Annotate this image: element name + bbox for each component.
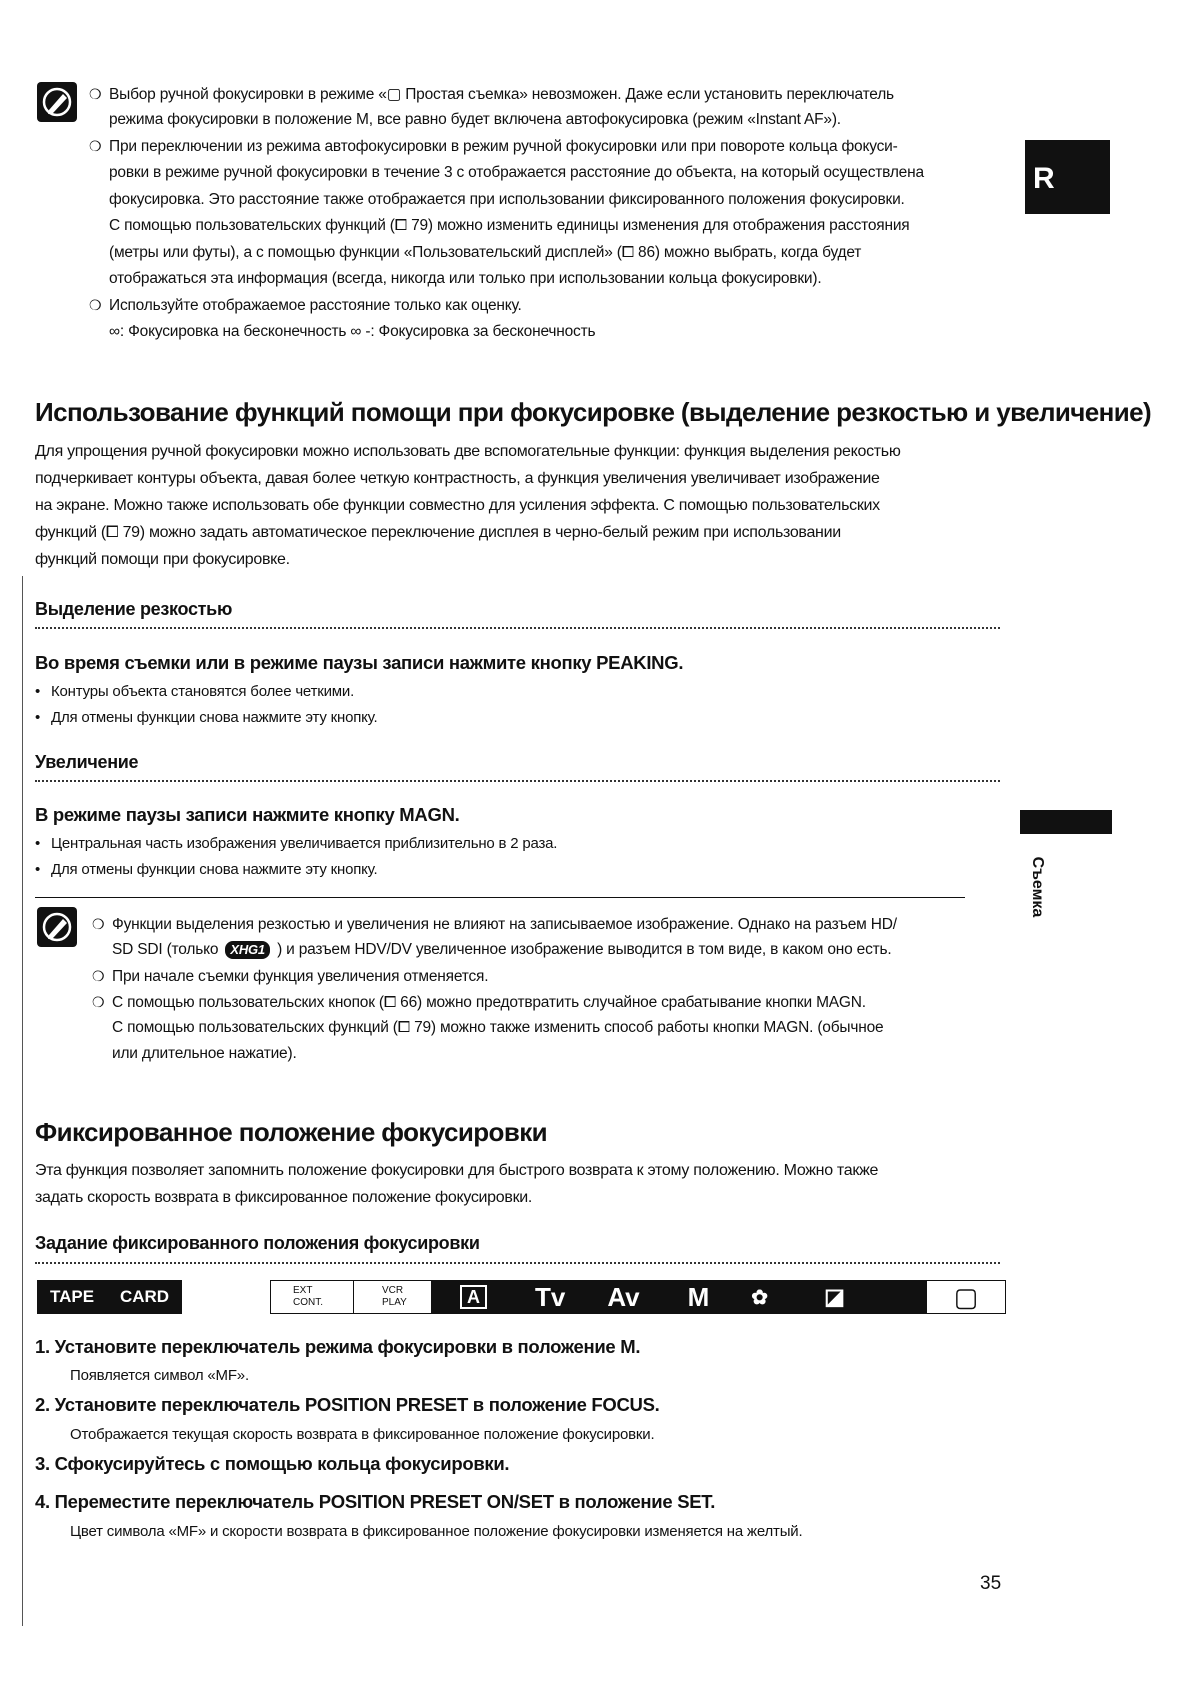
dotted-divider (35, 780, 1000, 782)
note-pencil-icon (37, 907, 77, 947)
note2-line: С помощью пользовательских кнопок (⧠ 66) можно предотвратить случайное срабатывание кнопки MAGN. (112, 994, 866, 1011)
peaking-item: Для отмены функции снова нажмите эту кнопку. (51, 709, 378, 726)
page-number: 35 (980, 1573, 1002, 1594)
note2-line: SD SDI (только (112, 941, 219, 958)
dotted-divider (35, 627, 1000, 629)
ext-cont-cell: EXT CONT. (271, 1281, 354, 1313)
section-paragraph-line: на экране. Можно также использовать обе функции совместно для усиления эффекта. С помощью пользовательских (35, 497, 880, 514)
note1-line: ровки в режиме ручной фокусировки в течение 3 с отображается расстояние до объекта, на который осуществлена (109, 164, 924, 181)
preset-heading: Задание фиксированного положения фокусировки (35, 1233, 480, 1253)
note2-line: При начале съемки функция увеличения отменяется. (112, 968, 489, 985)
section-title: Использование функций помощи при фокусировке (выделение резкостью и увеличение) (35, 397, 1152, 427)
note2-line: ) и разъем HDV/DV увеличенное изображение выводится в том виде, в каком оно есть. (277, 941, 892, 958)
note2-line: С помощью пользовательских функций (⧠ 79) можно также изменить способ работы кнопки MAGN. (обычное (112, 1019, 884, 1036)
step-note: Появляется символ «MF». (70, 1367, 249, 1384)
section-title: Фиксированное положение фокусировки (35, 1117, 548, 1147)
note1-line: фокусировка. Это расстояние также отображается при использовании фиксированного положения фокусировки. (109, 191, 905, 208)
section-paragraph-line: Эта функция позволяет запомнить положение фокусировки для быстрого возврата к этому положению. Можно также (35, 1162, 879, 1179)
note1-line: ∞: Фокусировка на бесконечность ∞ -: Фокусировка за бесконечность (109, 323, 596, 340)
section-paragraph-line: подчеркивает контуры объекта, давая более четкую контрастность, а функция увеличения увеличивает изображение (35, 470, 880, 487)
note1-line: (метры или футы), а с помощью функции «Пользовательский дисплей» (⧠ 86) можно выбрать, когда будет (109, 244, 862, 261)
easy-mode-cell (926, 1281, 1005, 1313)
shooting-modes (432, 1281, 926, 1313)
section-paragraph-line: Для упрощения ручной фокусировки можно использовать две вспомогательные функции: функция выделения рекостью (35, 443, 901, 460)
manual-mode-label: M (687, 1281, 710, 1312)
card-label: CARD (119, 1287, 170, 1306)
section-paragraph-line: задать скорость возврата в фиксированное положение фокусировки. (35, 1189, 533, 1206)
magn-heading: Увеличение (35, 752, 139, 772)
section-marker (1020, 810, 1112, 834)
step-note: Цвет символа «MF» и скорости возврата в фиксированное положение фокусировки изменяется на желтый. (70, 1523, 803, 1540)
model-badge: XHG1 (225, 941, 270, 959)
special-scene-icon: ✿ (751, 1286, 769, 1309)
peaking-heading: Выделение резкостью (35, 599, 233, 619)
step-title: 1. Установите переключатель режима фокусировки в положение M. (35, 1336, 641, 1357)
note1-line: При переключении из режима автофокусировки в режим ручной фокусировки или при повороте кольца фокуси- (109, 138, 898, 155)
note-divider (35, 897, 965, 898)
dotted-divider (35, 1262, 1000, 1264)
media-badge (37, 1280, 182, 1314)
magn-item: Центральная часть изображения увеличивается приблизительно в 2 раза. (51, 835, 558, 852)
section-paragraph-line: функций помощи при фокусировке. (35, 551, 290, 568)
auto-mode-icon: A (460, 1285, 487, 1309)
chapter-tab-letter: R (1033, 162, 1055, 195)
note1-line: режима фокусировки в положение М, все равно будет включена автофокусировка (режим «Instant AF»). (109, 111, 841, 128)
peaking-instruction: Во время съемки или в режиме паузы записи нажмите кнопку PEAKING. (35, 652, 684, 673)
tape-label: TAPE (49, 1287, 95, 1306)
note1-line: С помощью пользовательских функций (⧠ 79) можно изменить единицы изменения для отображения расстояния (109, 217, 910, 234)
section-label: Съемка (1029, 856, 1046, 918)
magn-instruction: В режиме паузы записи нажмите кнопку MAGN. (35, 804, 460, 825)
note1-line: Выбор ручной фокусировки в режиме «▢ Простая съемка» невозможен. Даже если установить переключатель (109, 86, 894, 103)
peaking-item: Контуры объекта становятся более четкими. (51, 683, 355, 700)
note1-line: Используйте отображаемое расстояние только как оценку. (109, 297, 522, 314)
av-mode-label: Av (607, 1281, 640, 1312)
cine-mode-icon: ◪ (824, 1284, 845, 1309)
tv-mode-label: Tv (535, 1281, 566, 1312)
step-title: 2. Установите переключатель POSITION PRESET в положение FOCUS. (35, 1394, 660, 1415)
note1-line: отображаться эта информация (всегда, никогда или только при использовании кольца фокусировки). (109, 270, 822, 287)
vcr-play-cell: VCR PLAY (354, 1281, 432, 1313)
magn-item: Для отмены функции снова нажмите эту кнопку. (51, 861, 378, 878)
step-title: 4. Переместите переключатель POSITION PRESET ON/SET в положение SET. (35, 1491, 716, 1512)
mode-bar (270, 1280, 1006, 1314)
note2-line: Функции выделения резкостью и увеличения не влияют на записываемое изображение. Однако на разъем HD/ (112, 916, 897, 933)
note-pencil-icon (37, 82, 77, 122)
note2-line: или длительное нажатие). (112, 1045, 297, 1062)
left-margin-rule (22, 576, 23, 1626)
section-paragraph-line: функций (⧠ 79) можно задать автоматическое переключение дисплея в черно-белый режим при использовании (35, 524, 841, 541)
easy-recording-icon: ▢ (953, 1281, 979, 1312)
step-title: 3. Сфокусируйтесь с помощью кольца фокусировки. (35, 1453, 510, 1474)
step-note: Отображается текущая скорость возврата в фиксированное положение фокусировки. (70, 1426, 655, 1443)
